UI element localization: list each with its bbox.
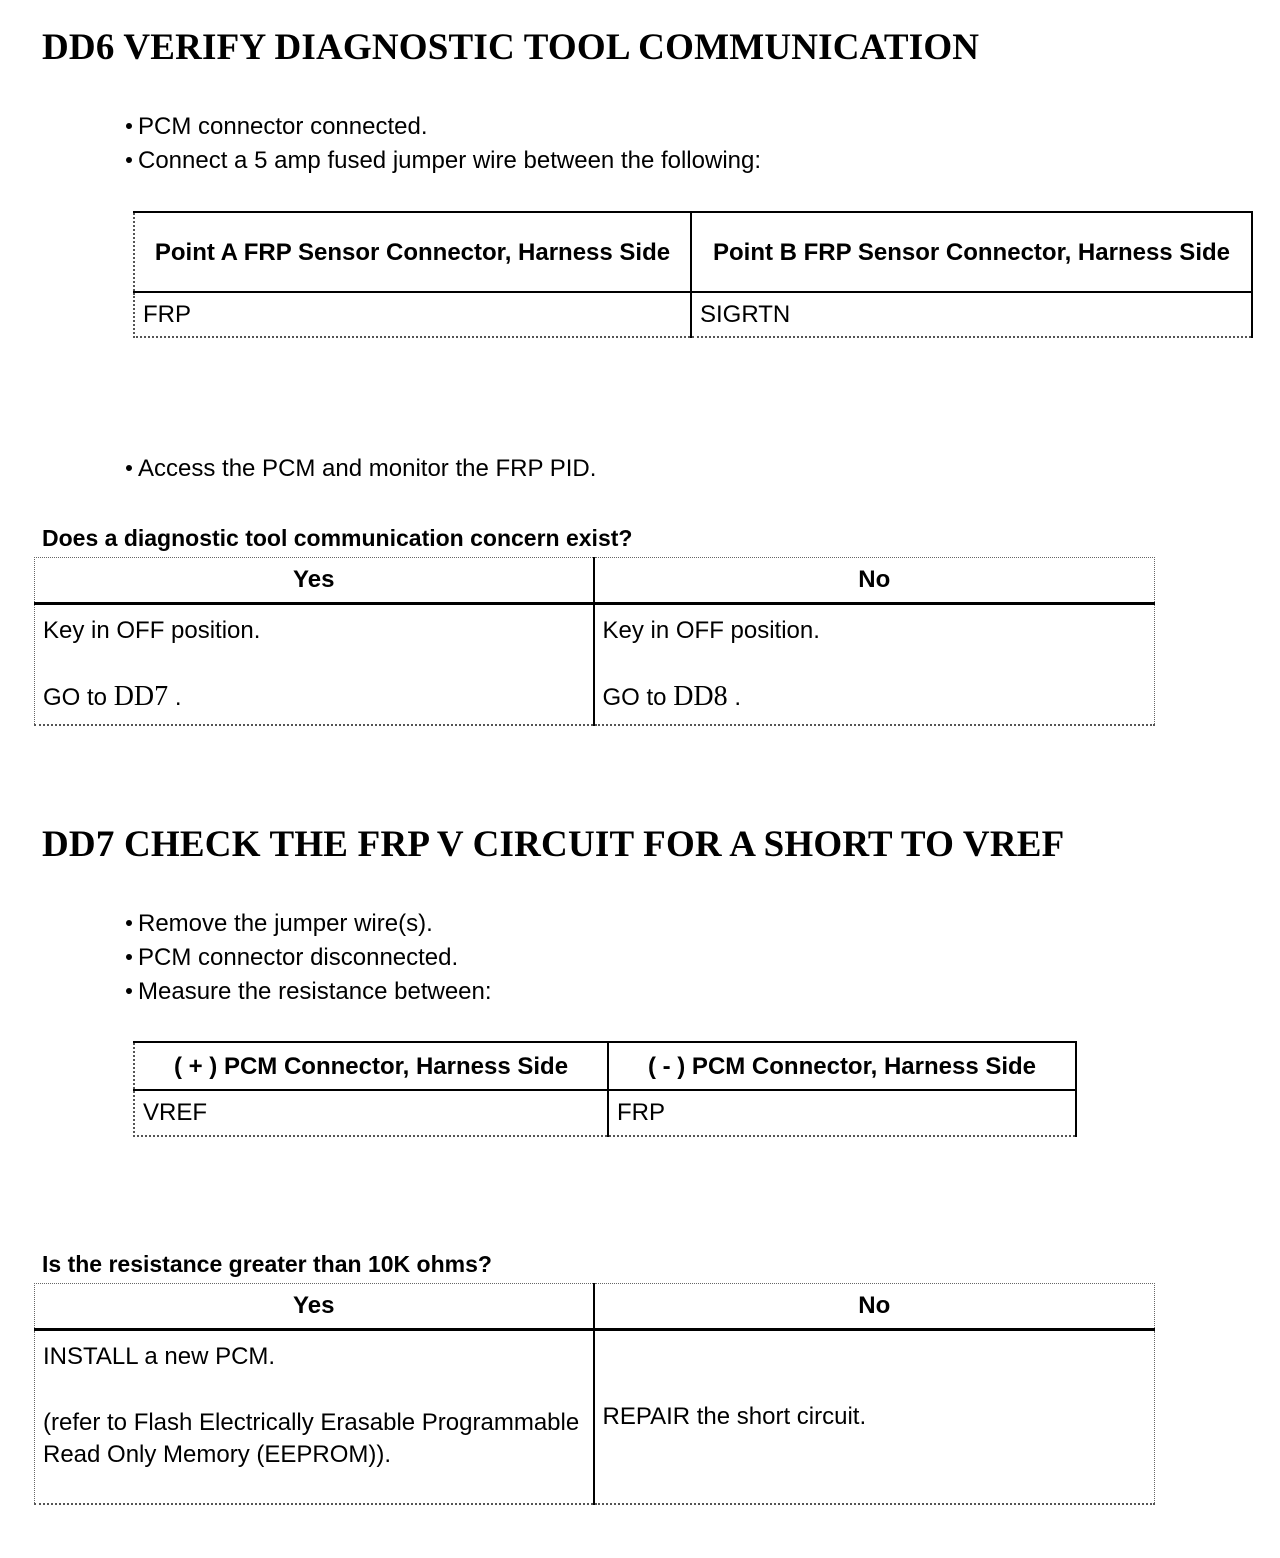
list-item: Measure the resistance between: [126,975,492,1009]
bullet-icon [126,988,132,994]
list-item: PCM connector connected. [126,110,761,144]
list-item: PCM connector disconnected. [126,941,492,975]
dd7-no-repair: REPAIR the short circuit. [602,1402,867,1430]
jumper-cell-point-a: FRP [134,292,691,337]
dd7-yes-cell [35,1330,594,1504]
measure-cell-positive: VREF [134,1090,608,1136]
list-item: Remove the jumper wire(s). [126,907,492,941]
dd6-result-table [34,557,1155,726]
measure-header-positive: ( + ) PCM Connector, Harness Side [134,1042,608,1090]
bullet-icon [126,954,132,960]
dd6-no-key-off: Key in OFF position. [602,617,820,644]
dd7-no-cell [594,1330,1155,1504]
dd6-no-goto: GO to DD8 . [602,681,741,712]
dd6-no-header: No [594,558,1155,604]
dd7-yes-header: Yes [35,1284,594,1330]
bullet-icon [126,465,132,471]
dd6-yes-header: Yes [35,558,594,604]
dd6-jumper-table [133,211,1253,338]
dd7-yes-refer: (refer to Flash Electrically Erasable Programmable Read Only Memory (EEPROM)). [43,1409,580,1468]
dd6-bullet-list-1 [126,110,761,178]
dd7-link[interactable]: DD7 [113,681,169,712]
jumper-header-point-b: Point B FRP Sensor Connector, Harness Side [691,212,1252,292]
dd6-bullet-list-2 [126,452,596,486]
list-item: Access the PCM and monitor the FRP PID. [126,452,596,486]
list-item: Connect a 5 amp fused jumper wire between the following: [126,144,761,178]
dd7-result-table [34,1283,1155,1505]
dd6-no-cell [594,604,1155,726]
bullet-icon [126,157,132,163]
bullet-icon [126,123,132,129]
dd6-yes-key-off: Key in OFF position. [43,617,261,644]
dd7-heading: DD7 CHECK THE FRP V CIRCUIT FOR A SHORT TO VREF [42,824,1065,865]
dd7-yes-install: INSTALL a new PCM. [43,1343,276,1370]
jumper-header-point-a: Point A FRP Sensor Connector, Harness Side [134,212,691,292]
dd6-yes-goto: GO to DD7 . [43,681,182,712]
dd6-yes-cell [35,604,594,726]
dd7-no-header: No [594,1284,1155,1330]
dd7-question: Is the resistance greater than 10K ohms? [42,1251,492,1277]
dd7-bullet-list [126,907,492,1009]
dd7-measure-table [133,1041,1077,1137]
measure-cell-negative: FRP [617,1099,665,1126]
bullet-icon [126,920,132,926]
dd8-link[interactable]: DD8 [673,681,728,712]
jumper-cell-point-b: SIGRTN [700,300,791,328]
dd6-question: Does a diagnostic tool communication concern exist? [42,525,633,551]
dd6-heading: DD6 VERIFY DIAGNOSTIC TOOL COMMUNICATION [42,27,980,68]
measure-header-negative: ( - ) PCM Connector, Harness Side [608,1042,1076,1090]
